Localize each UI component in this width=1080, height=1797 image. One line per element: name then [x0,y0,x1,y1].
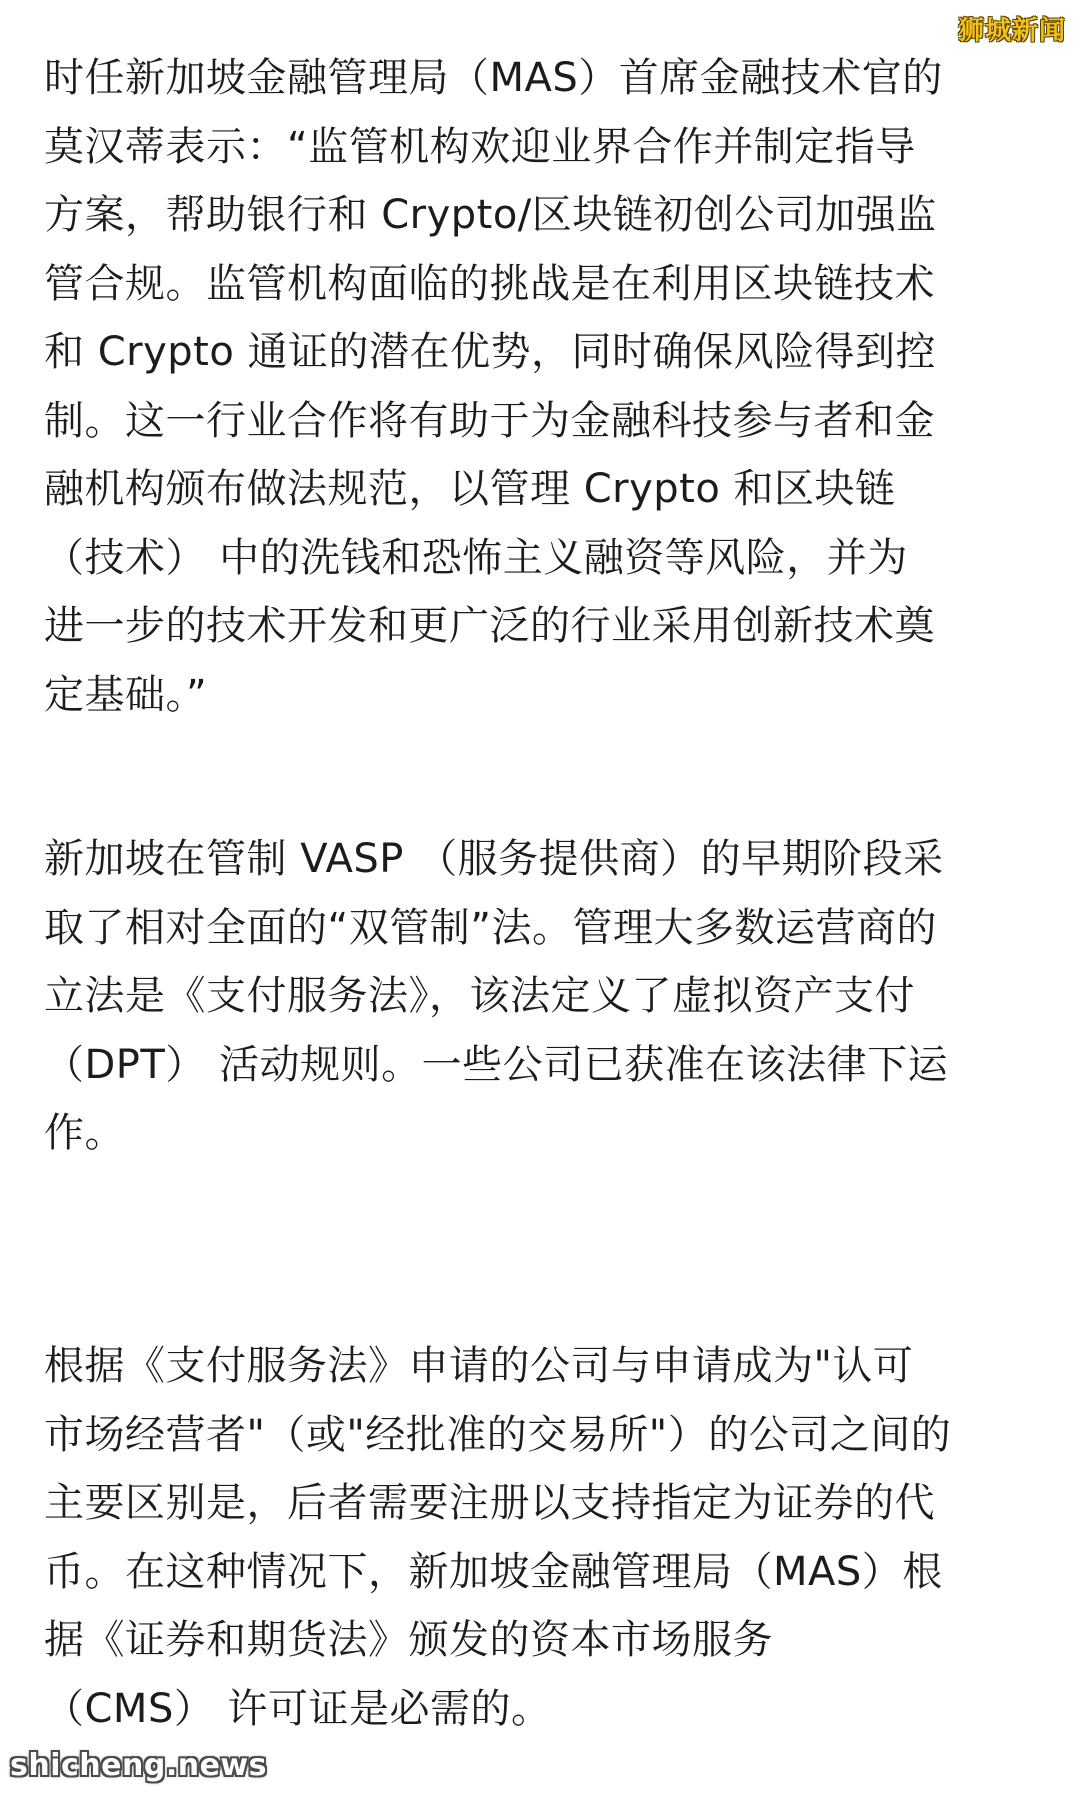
text-line: 管合规。监管机构面临的挑战是在利用区块链技术 [44,260,935,307]
text-line: 制。这一行业合作将有助于为金融科技参与者和金 [44,397,935,444]
text-line: （技术） 中的洗钱和恐怖主义融资等风险，并为 [44,534,908,581]
watermark-logo-top: 狮城新闻 [957,16,1066,46]
text-line: 作。 [44,1110,125,1156]
text-line: 取了相对全面的“双管制”法。管理大多数运营商的 [44,904,937,951]
paragraph-quote [44,44,943,729]
text-line: 据《证券和期货法》颁发的资本市场服务 [44,1617,773,1663]
text-line: 市场经营者"（或"经批准的交易所"）的公司之间的 [44,1411,952,1458]
text-line: 方案，帮助银行和 Crypto/区块链初创公司加强监 [44,192,937,238]
text-line: 时任新加坡金融管理局（MAS）首席金融技术官的 [44,55,943,101]
paragraph-vasp [44,825,948,1168]
text-line: 主要区别是，后者需要注册以支持指定为证券的代 [44,1480,935,1526]
watermark-logo-bottom: shicheng.news [10,1748,267,1783]
text-line: 莫汉蒂表示：“监管机构欢迎业界合作并制定指导 [44,123,916,170]
text-line: 和 Crypto 通证的潜在优势，同时确保风险得到控 [44,329,937,375]
text-line: 进一步的技术开发和更广泛的行业采用创新技术奠 [44,603,935,649]
text-line: 定基础。” [44,671,208,718]
text-line: 融机构颁布做法规范，以管理 Crypto 和区块链 [44,466,896,512]
text-line: 根据《支付服务法》申请的公司与申请成为"认可 [44,1343,914,1389]
text-line: 新加坡在管制 VASP （服务提供商）的早期阶段采 [44,836,944,882]
text-line: （CMS） 许可证是必需的。 [44,1685,552,1732]
text-line: （DPT） 活动规则。一些公司已获准在该法律下运 [44,1041,949,1088]
paragraph-payment-act [44,1332,951,1743]
text-line: 立法是《支付服务法》，该法定义了虚拟资产支付 [44,973,915,1019]
text-line: 币。在这种情况下，新加坡金融管理局（MAS）根 [44,1548,943,1595]
